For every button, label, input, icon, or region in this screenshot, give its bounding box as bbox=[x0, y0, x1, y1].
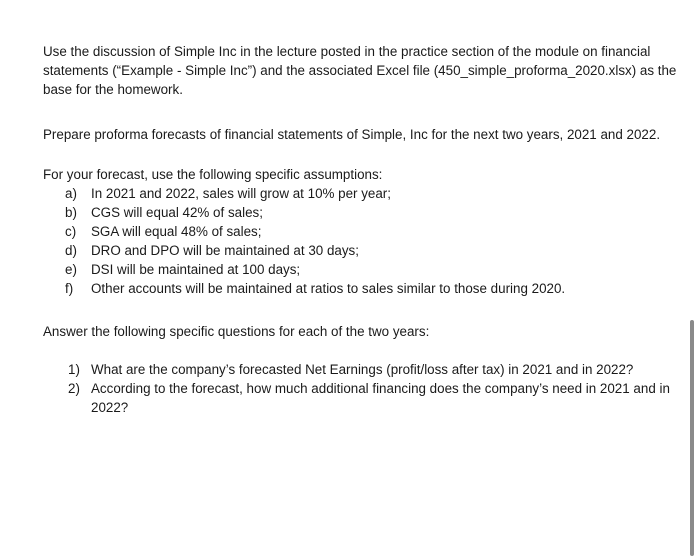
list-item bbox=[43, 279, 565, 298]
list-item-text: What are the company’s forecasted Net Earnings (profit/loss after tax) in 2021 and in 2022? bbox=[91, 362, 634, 377]
list-item-text: According to the forecast, how much additional financing does the company’s need in 2021 and in 2022? bbox=[91, 381, 670, 415]
list-marker: 1) bbox=[68, 362, 80, 377]
list-item bbox=[43, 222, 565, 241]
list-item bbox=[43, 203, 565, 222]
list-item-text: DSI will be maintained at 100 days; bbox=[91, 262, 301, 277]
list-marker: e) bbox=[65, 262, 77, 277]
list-item bbox=[43, 360, 683, 379]
list-marker: 2) bbox=[68, 381, 80, 396]
list-item-text: DRO and DPO will be maintained at 30 days; bbox=[91, 243, 359, 258]
list-item-text: SGA will equal 48% of sales; bbox=[91, 224, 262, 239]
list-marker: c) bbox=[65, 224, 77, 239]
list-item-text: CGS will equal 42% of sales; bbox=[91, 205, 263, 220]
list-marker: a) bbox=[65, 186, 77, 201]
list-item-text: In 2021 and 2022, sales will grow at 10% per year; bbox=[91, 186, 391, 201]
assumptions-intro: For your forecast, use the following specific assumptions: bbox=[43, 167, 383, 182]
list-item-text: Other accounts will be maintained at ratios to sales similar to those during 2020. bbox=[91, 281, 566, 296]
list-marker: d) bbox=[65, 243, 77, 258]
intro-paragraph: Use the discussion of Simple Inc in the lecture posted in the practice section of the module on financial statements (“Example - Simple Inc”) and the associated Excel file (450_simple_proforma_2020.xlsx) as the base for the homework. bbox=[43, 44, 677, 97]
list-item bbox=[43, 184, 565, 203]
list-marker: f) bbox=[65, 281, 74, 296]
list-item bbox=[43, 260, 565, 279]
questions-intro: Answer the following specific questions for each of the two years: bbox=[43, 324, 430, 339]
vertical-scrollbar[interactable] bbox=[690, 320, 694, 556]
prepare-paragraph: Prepare proforma forecasts of financial statements of Simple, Inc for the next two years, 2021 and 2022. bbox=[43, 127, 661, 142]
questions-list bbox=[43, 360, 683, 417]
assumptions-list bbox=[43, 184, 565, 298]
list-marker: b) bbox=[65, 205, 77, 220]
list-item bbox=[43, 241, 565, 260]
list-item bbox=[43, 379, 683, 417]
